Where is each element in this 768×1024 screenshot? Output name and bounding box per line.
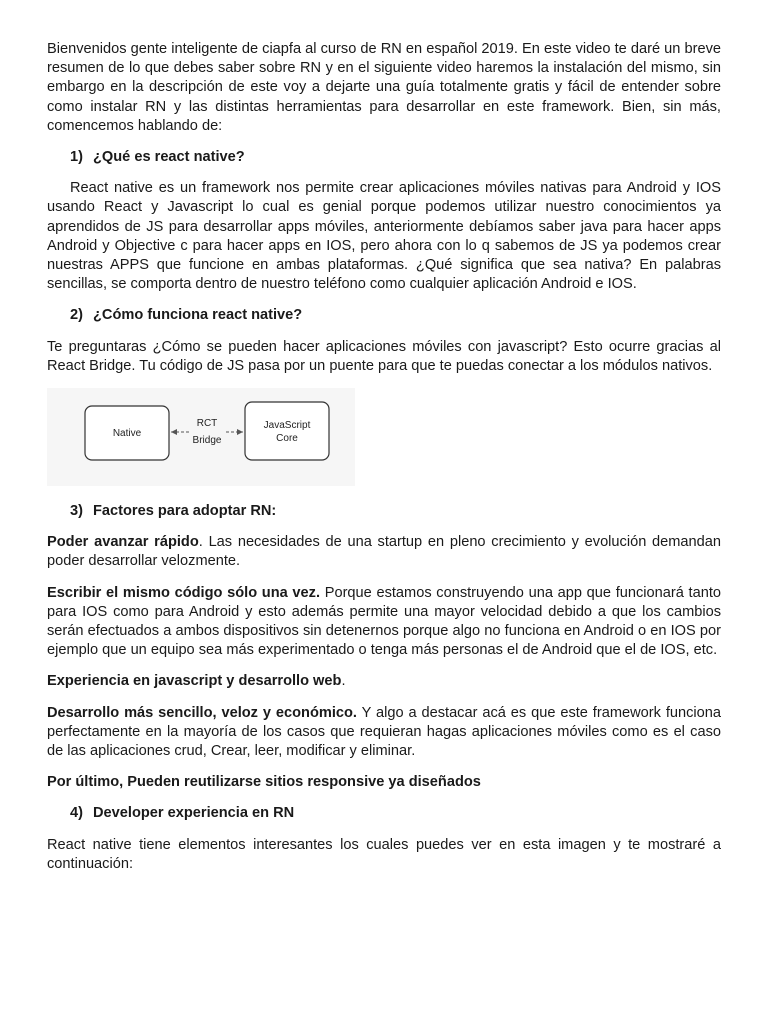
section-2-title: ¿Cómo funciona react native? xyxy=(93,307,303,324)
factor-lead: Escribir el mismo código sólo una vez. xyxy=(47,584,321,601)
section-4-body: React native tiene elementos interesantes los cuales puedes ver en esta imagen y te mostraré a continuación: xyxy=(47,836,721,872)
factor-paragraph xyxy=(47,584,721,661)
section-4-heading xyxy=(47,804,721,823)
section-3-number: 3) xyxy=(70,503,83,520)
factor-text: . xyxy=(341,673,346,690)
section-4-title: Developer experiencia en RN xyxy=(93,805,295,822)
section-2-number: 2) xyxy=(70,307,83,324)
factor-lead: Por último, Pueden reutilizarse sitios responsive ya diseñados xyxy=(47,774,481,791)
factor-paragraph xyxy=(47,773,721,792)
react-bridge-diagram xyxy=(47,388,355,486)
factor-paragraph xyxy=(47,704,721,762)
factor-text: Porque estamos construyendo una app que funcionará tanto para IOS como para Android y esto además permite una mayor velocidad debido a que los cambios serán efectuados a ambos dispositivos sin detenernos porque algo no funciona en Android o en IOS por ejemplo que un equipo sea más experimentado o tenga más personas el de Android que el de IOS, etc. xyxy=(47,584,721,659)
document-page xyxy=(47,40,721,886)
section-1-heading xyxy=(47,148,721,167)
native-label: Native xyxy=(112,428,142,440)
section-2-heading xyxy=(47,306,721,325)
bridge-diagram-svg xyxy=(47,388,355,486)
section-1-title: ¿Qué es react native? xyxy=(93,149,245,166)
intro-paragraph: Bienvenidos gente inteligente de ciapfa al curso de RN en español 2019. En este video te daré un breve resumen de lo que debes saber sobre RN y en el siguiente video haremos la instalación del mismo, sin embargo en la descripción de este voy a dejarte una guía totalmente gratis y fácil de entender sobre como instalar RN y las distintas herramientas para desarrollar en este framework. Bien, sin más, comencemos hablando de: xyxy=(47,41,721,134)
bridge-label-line2: Bridge xyxy=(192,435,222,447)
factor-paragraph xyxy=(47,533,721,571)
factor-lead: Poder avanzar rápido xyxy=(47,534,199,551)
arrow-left-icon xyxy=(171,429,177,435)
section-1-body: React native es un framework nos permite crear aplicaciones móviles nativas para Android y IOS usando React y Javascript lo cual es genial porque podemos utilizar nuestro conocimientos ya aprendidos de JS para desarrollar apps móviles, anteriormente debíamos saber java para hacer apps Android y Objective c para hacer apps en IOS, pero ahora con lo q sabemos de JS ya podemos crear nuestras APPS que funcione en ambas plataformas. ¿Qué significa que sea nativa? En palabras sencillas, se comporta dentro de nuestro teléfono como cualquier aplicación Android e IOS. xyxy=(47,180,721,293)
bridge-label-line1: RCT xyxy=(196,418,218,430)
factor-lead: Desarrollo más sencillo, veloz y económico. xyxy=(47,704,357,721)
factor-lead: Experiencia en javascript y desarrollo web xyxy=(47,673,342,690)
factor-text: . Las necesidades de una startup en pleno crecimiento y evolución demandan poder desarrollar velozmente. xyxy=(47,534,722,570)
factor-paragraph xyxy=(47,672,721,691)
javascript-core-label-line1: JavaScript xyxy=(263,420,311,432)
arrow-right-icon xyxy=(237,429,243,435)
section-3-title: Factores para adoptar RN: xyxy=(93,503,277,520)
javascript-core-label-line2: Core xyxy=(276,433,298,445)
section-1-number: 1) xyxy=(70,149,83,166)
section-4-number: 4) xyxy=(70,805,83,822)
javascript-core-box xyxy=(245,402,329,460)
section-3-heading xyxy=(47,502,721,521)
factor-text: Y algo a destacar acá es que este framework funciona perfectamente en la mayoría de los casos que requieran hagas aplicaciones móviles como es el caso de las aplicaciones crud, Crear, leer, modificar y eliminar. xyxy=(47,704,721,760)
section-2-body: Te preguntaras ¿Cómo se pueden hacer aplicaciones móviles con javascript? Esto ocurre gracias al React Bridge. Tu código de JS pasa por un puente para que te puedas conectar a los módulos nativos. xyxy=(47,338,721,374)
